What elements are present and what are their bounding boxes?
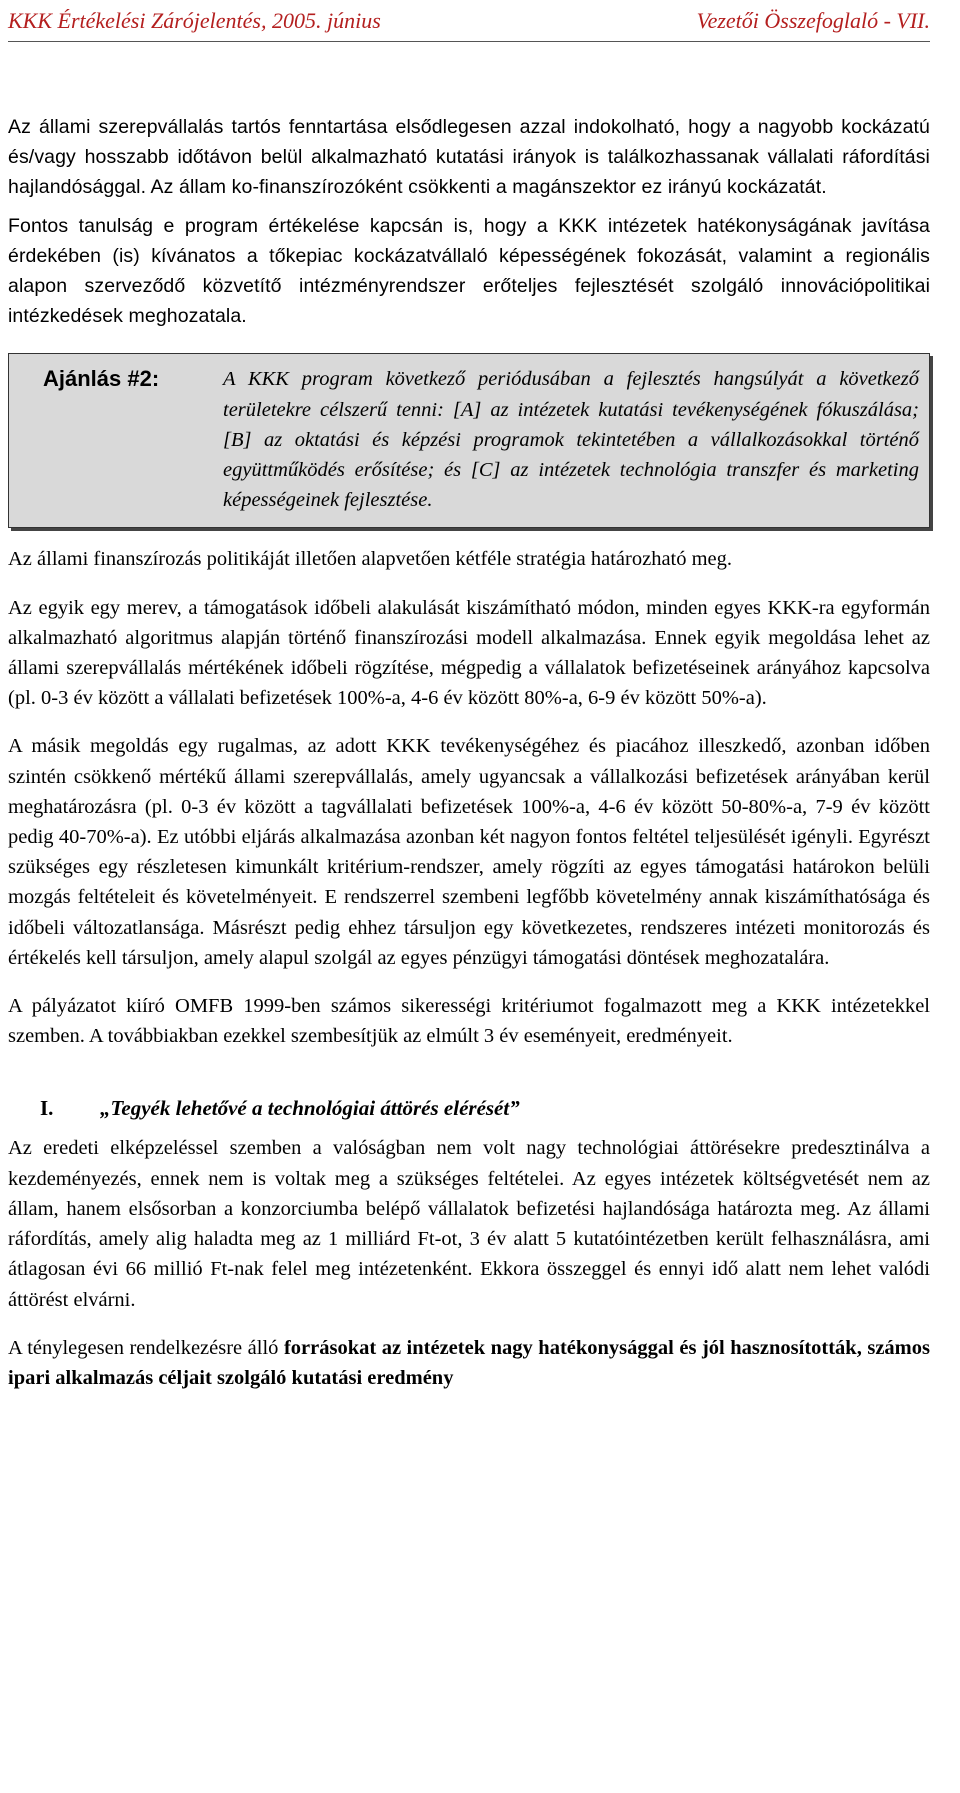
document-body: [8, 112, 930, 1393]
header-right: Vezetői Összefoglaló - VII.: [696, 8, 930, 33]
paragraph-8: [8, 1333, 930, 1393]
paragraph-2: Fontos tanulság e program értékelése kapcsán is, hogy a KKK intézetek hatékonyságának javítása érdekében (is) kívánatos a tőkepiac kockázatvállaló képességének fokozását, valamint a regionális alapon szerveződő közvetítő intézményrendszer erőteljes fejlesztését szolgáló innovációpolitikai intézkedések meghozatala.: [8, 214, 930, 328]
header-left: KKK Értékelési Zárójelentés, 2005. június: [8, 8, 381, 33]
paragraph-6: A pályázatot kiíró OMFB 1999-ben számos sikerességi kritériumot fogalmazott meg a KKK intézetekkel szemben. A továbbiakban ezekkel szembesítjük az elmúlt 3 év eseményeit, eredményeit.: [8, 995, 930, 1048]
recommendation-label: Ajánlás #2:: [43, 366, 160, 392]
paragraph-8-start: A ténylegesen rendelkezésre álló: [8, 1336, 284, 1359]
section-number: I.: [40, 1096, 54, 1121]
section-title: „Tegyék lehetővé a technológiai áttörés elérését”: [100, 1096, 520, 1121]
paragraph-8-bold: forrásokat az intézetek nagy hatékonysággal és jól hasznosították, számos ipari alkalmazás céljait szolgáló kutatási eredmény: [8, 1336, 930, 1389]
paragraph-4: Az egyik egy merev, a támogatások időbeli alakulását kiszámítható módon, minden egyes KKK-ra egyformán alkalmazható algoritmus alapján történő finanszírozási modell alkalmazása. Ennek egyik megoldása lehet az állami szerepvállalás mértékének időbeli rögzítése, mégpedig a vállalatok befizetéseinek arányához kapcsolva (pl. 0-3 év között a vállalati befizetések 100%-a, 4-6 év között 80%-a, 6-9 év között 50%-a).: [8, 596, 930, 710]
recommendation-text: A KKK program következő periódusában a fejlesztés hangsúlyát a következő területekre célszerű tenni: [A] az intézetek kutatási tevékenységének fókuszálása; [B] az oktatási és képzési programok tekintetében a vállalkozásokkal történő együttműködés erősítése; és [C] az intézetek technológia transzfer és marketing képességeinek fejlesztése.: [223, 368, 919, 512]
paragraph-3: Az állami finanszírozás politikáját illetően alapvetően kétféle stratégia határozható meg.: [8, 548, 733, 571]
recommendation-box: [8, 353, 930, 528]
paragraph-1: Az állami szerepvállalás tartós fenntartása elsődlegesen azzal indokolható, hogy a nagyobb kockázatú és/vagy hosszabb időtávon belül alkalmazható kutatási irányok is találkozhassanak vállalati ráfordítási hajlandósággal. Az állam ko-finanszírozóként csökkenti a magánszektor ez irányú kockázatát.: [8, 116, 930, 199]
paragraph-7: Az eredeti elképzeléssel szemben a valóságban nem volt nagy technológiai áttörésekre predesztinálva a kezdeményezés, ennek nem is voltak meg a szükséges feltételei. Az egyes intézetek költségvetését nem az állam, hanem elsősorban a konzorciumba belépő vállalatok befizetési hajlandósága határozta meg. Az állami ráfordítás, amely alig haladta meg az 1 milliárd Ft-ot, 3 év alatt 5 kutatóintézetben került felhasználásra, ami átlagosan évi 66 millió Ft-nak felel meg intézetenként. Ekkora összeggel és ennyi idő alatt nem lehet valódi áttörést elvárni.: [8, 1137, 930, 1311]
document-page: [8, 0, 930, 1411]
page-header: [8, 0, 930, 42]
paragraph-5: A másik megoldás egy rugalmas, az adott KKK tevékenységéhez és piacához illeszkedő, azonban időben szintén csökkenő mértékű állami szerepvállalás, amely ugyancsak a vállalkozási befizetések arányában kerül meghatározásra (pl. 0-3 év között a tagvállalati befizetések 100%-a, 4-6 év között 50-80%-a, 7-9 év között pedig 40-70%-a). Ez utóbbi eljárás alkalmazása azonban két nagyon fontos feltétel teljesülését igényli. Egyrészt szükséges egy részletesen kimunkált kritérium-rendszer, amely rögzíti az egyes támogatási határokon belüli mozgás feltételeit és követelményeit. E rendszerrel szembeni legfőbb követelmény annak kiszámíthatósága és időbeli változatlansága. Másrészt pedig ehhez társuljon egy következetes, rendszeres intézeti monitorozás és értékelés kell társuljon, amely alapul szolgál az egyes pénzügyi támogatási döntések meghozatalára.: [8, 735, 930, 969]
section-heading: [8, 1093, 930, 1123]
